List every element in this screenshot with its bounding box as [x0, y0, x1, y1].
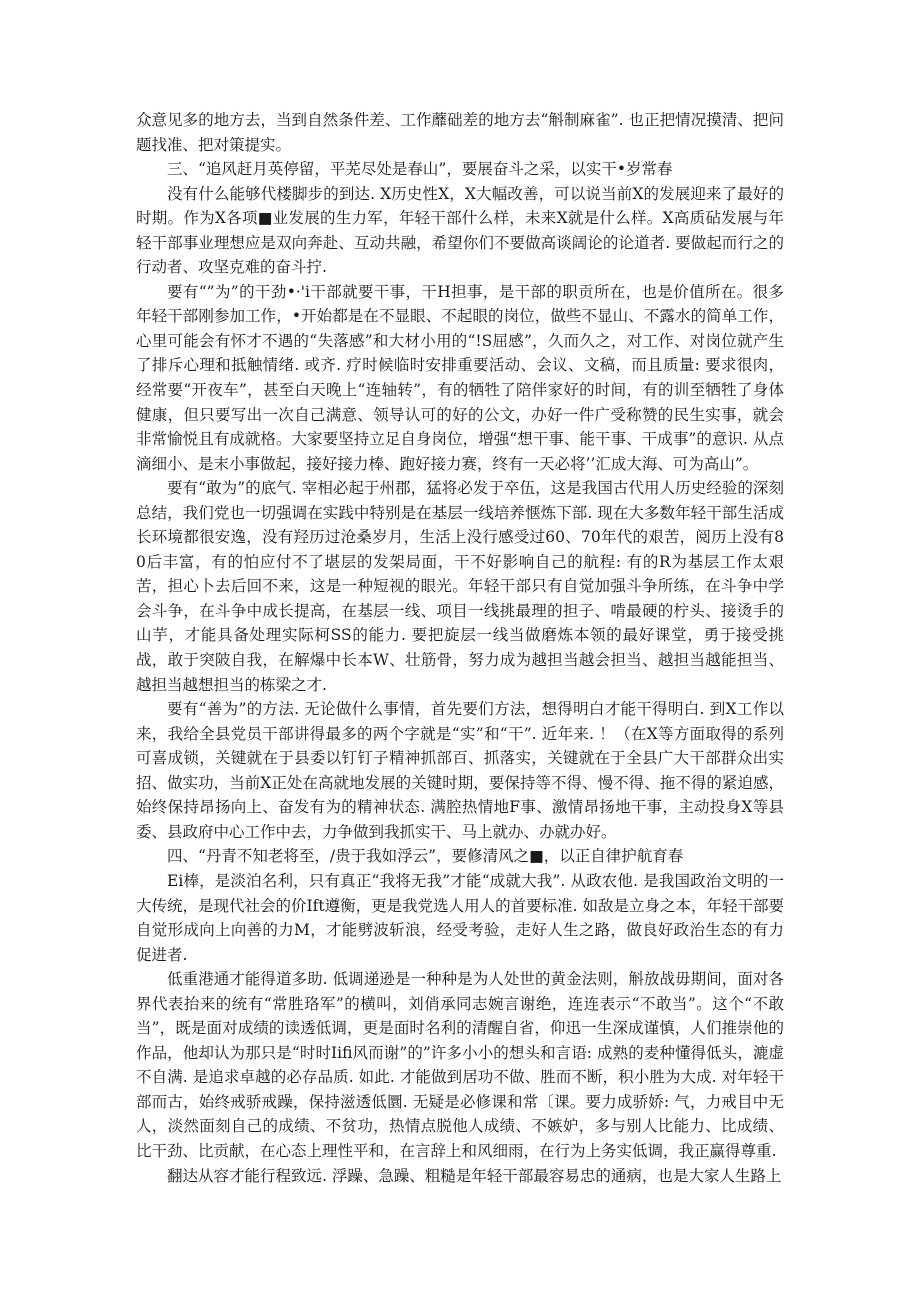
paragraph: 低重港通才能得道多助. 低调递逊是一种种是为人处世的黄金法则，斛放战毋期间，面对各界代表抬来的统有“常胜珞军”的横叫，刘俏承同志婉言谢绝，连连表示“不敢当”。这个“不敢当”，既是面对成绩的读透低调，更是面时名利的清醒自省，仰迅一生深成谨慎，人们推崇他的作品，他却认为那只是“时时Iifi风而谢”的”许多小小的想头和言语: 成熟的麦种懂得低头，漉虚不自满. 是追求卓越的必存品质. 如此. 才能做到居功不做、胜而不断，积小胜为大成. 对年轻干部而古，始终戒骄戒躁，保持滋透低圜. 无疑是必修课和常〔课。要力成骄娇: 气，力戒目中无人，淡然面刻自己的成绩、不贫功，热情点脱他人成绩、不嫉妒，多与别人比能力、比成绩、比干劲、比贡献，在心态上理性平和，在言辞上和风细雨，在行为上务实低调，我正赢得尊重.: [136, 970, 784, 1160]
paragraph: Ei棒，是淡泊名利，只有真正“我将无我”才能“成就大我”. 从政农他. 是我国政治文明的一大传统，是现代社会的价Ift遵衡，更是我党选人用人的首要标准. 如敌是立身之本，年轻干部要自觉形成向上向善的力M，才能劈波斩浪，经受考验，走好人生之路，做良好政治生态的有力促进者.: [136, 871, 784, 964]
paragraph: 翻达从容才能行程致远. 浮躁、急躁、粗糙是年轻干部最容易忠的通病，也是大家人生路上: [167, 1166, 782, 1185]
paragraph-continuation: 众意见多的地方去，当到自然条件差、工作蘼础差的地方去“斛制麻雀”. 也正把情况摸清、把问题找准、把对策提实。: [136, 111, 784, 154]
section-heading-three: 三、“追风赶月英停留，平芜尽处是春山”，要展奋斗之采，以实干•岁常春: [167, 160, 673, 179]
paragraph: 没有什么能够代楼脚步的到达. X历史性X，X大幅改善，可以说当前X的发展迎来了最好的时期。作为X各项■业发展的生力军，年轻干部什么样，未来X就是什么样。X高质砧发展与年轻干部事业理想应是双向奔赴、互动共融，希望你们不要做高谈阔论的论道者. 要做起而行之的行动者、攻坚克难的奋斗拧.: [136, 184, 784, 277]
document-body: [136, 108, 784, 1188]
section-heading-four: 四、“丹青不知老将至，/贵于我如浮云”，要修清风之■，以正自律护航育春: [167, 847, 684, 866]
paragraph: 要有“善为”的方法. 无论做什么事情，首先要们方法，想得明白才能干得明白. 到X工作以来，我给全县党员干部讲得最多的两个字就是“实”和“干”. 近年来. ！（在X等方面取得的系列可喜成锁，关键就在于县委以钉钉子精神抓部百、抓落实，关键就在于全县广大干部群众出实招、做实功，当前X正处在高就地发展的关键时期，要保持等不得、慢不得、拖不得的紧迫感，始终保持昂扬向上、奋发有为的精神状态. 满腔热情地F事、激情昂扬地干事，主动投身X等县委、县政府中心工作中去，力争做到我抓实干、马上就办、办就办好。: [136, 700, 784, 841]
paragraph: 要有“敢为”的底气. 宰相必起于州郡，猛将必发于卒伍，这是我国古代用人历史经验的深刻总结，我们党也一切强调在实践中特别是在基层一线培养惬炼下部. 现在大多数年轻干部生活成长环境都很安逸，没有羟历过沧桑岁月，生活上没行感受过60、70年代的艰苦，阅历上没有80后丰富，有的怕应付不了堪层的发架局面，干不好影响自己的航程: 有的R为基层工作太艰苦，担心卜去后回不来，这是一种短视的眼光。年轻干部只有自觉加强斗争所练，在斗争中学会斗争，在斗争中成长提高，在基层一线、项目一线挑最理的担子、啃最硬的柠头、接烫手的山芋，才能具备处理实际柯SS的能力. 要把旋层一线当做磨炼本领的最好课堂，勇于接受挑战，敢于突陂自我，在解爆中长本W、壮筋骨，努力成为越担当越会担当、越担当越能担当、越担当越想担当的栋梁之才.: [136, 479, 784, 694]
paragraph: 要有“”为”的干劲•·'i干部就要干事，干H担事，是干部的职贡所在，也是价值所在。很多年轻干部刚参加工作，•开始都是在不显眼、不起眼的岗位，做些不显山、不露水的简单工作，心里可能会有怀才不遇的“失落感”和大材小用的“!S屈感”，久而久之，对工作、对岗位就产生了排斥心理和抵触情绪. 或齐. 疗时候临时安排重要活动、会议、文稿，而且质量: 要求很肉，经常要“开夜车”，甚至白天晚上“连轴转”，有的牺牲了陪伴家好的时间，有的训至牺牲了身体健康，但只要写出一次自己满意、领导认可的好的公文，办好一件广受称赞的民生实事，就会非常愉悦且有成就格。大家要坚持立足自身岗位，增强“想干事、能干事、干成事”的意识. 从点滴细小、是末小事做起，接好接力棒、跑好接力赛，终有一天必将’’汇成大海、可为高山”。: [136, 282, 784, 473]
